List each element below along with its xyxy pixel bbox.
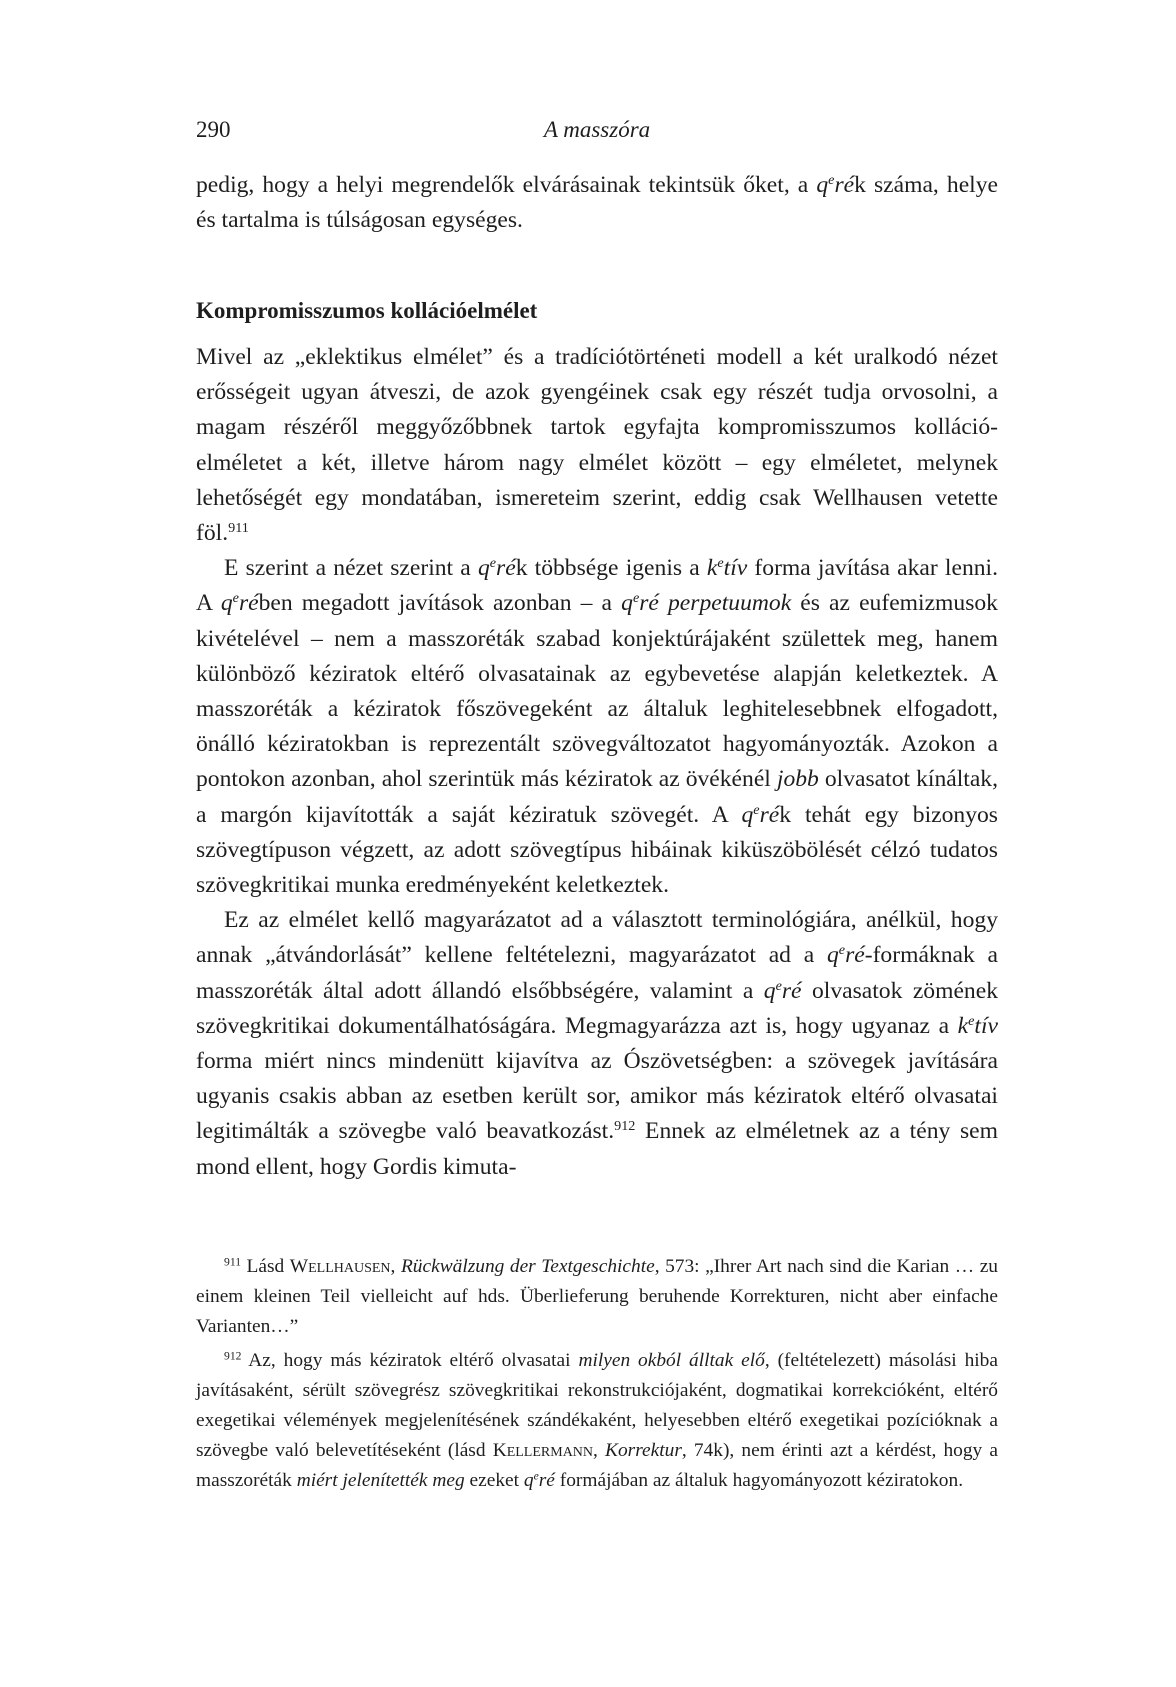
section-heading: Kompromisszumos kollációelmélet [196, 298, 538, 323]
qere-term: $q^eré$ [741, 801, 780, 828]
footnote-911: $^{911}$ Lásd Wellhausen, Rückwälzung der Textgeschichte, 573: „Ihrer Art nach sind die Karian … zu einem kleinen Teil vielleicht auf hds. Überlieferung beruhende Korrekturen, nicht aber einfache Varianten…” [196, 1255, 998, 1337]
qere-term: $q^eré$ [763, 977, 802, 1004]
footnote-ref-912[interactable]: 912 [614, 1118, 636, 1135]
footnotes [196, 1252, 998, 1500]
paragraph-1: Mivel az „eklektikus elmélet” és a tradíciótörténeti modell a két uralkodó nézet erősségeit ugyan átveszi, de azok gyengéinek csak egy részét tudja orvosolni, a magam részéről meggyőzőbbnek tartok egyfajta kompromisszumos kolláció-elméletet a két, illetve három nagy elmélet között – egy elméletet, melynek lehetőségét egy mondatában, ismereteim szerint, eddig csak Wellhausen vetette föl.$^{911}$ [196, 344, 998, 547]
footnote-number: 912 [224, 1349, 242, 1363]
running-head [196, 117, 998, 147]
qere-term: $q^eré$ [816, 172, 855, 198]
qere-perpetuum-term: $q^eré$ perpetuumok [621, 590, 792, 617]
emphasis-jobb: jobb [776, 766, 819, 793]
running-title: A masszóra [543, 117, 651, 142]
ketiv-term: $k^etív$ [706, 555, 748, 582]
section-body [196, 340, 998, 1185]
author-name: Kellermann [492, 1440, 594, 1461]
qere-term: $q^eré$ [220, 590, 259, 617]
page-number: 290 [196, 117, 231, 142]
qere-term: $q^eré$ [523, 1469, 555, 1491]
paragraph-3: Ez az elmélet kellő magyarázatot ad a választott terminológiára, anélkül, hogy annak „átvándorlását” kellene feltételezni, magyarázatot ad a $q^eré$-formáknak a masszoréták által adott állandó elsőbbségére, valamint a $q^eré$ olvasatok zömének szövegkritikai dokumentálhatóságára. Megmagyarázza azt is, hogy ugyanaz a $k^etív$ forma miért nincs mindenütt kijavítva az Ószövetségben: a szövegek javítására ugyanis csakis abban az esetben került sor, amikor más kéziratok eltérő olvasatai legitimálták a szövegbe való beavatkozást.$^{912}$ Ennek az elméletnek az a tény sem mond ellent, hogy Gordis kimuta- [196, 907, 998, 1180]
author-name: Wellhausen [289, 1256, 391, 1277]
qere-term: $q^eré$ [826, 942, 865, 969]
paragraph-2: E szerint a nézet szerint a $q^erék$ többsége igenis a $k^etív$ forma javítása akar lenni. A $q^erében$ megadott javítások azonban – a $q^eré$ perpetuumok és az eufemizmusok kivételével – nem a masszoréták szabad konjektúrájaként születtek meg, hanem különböző kéziratok eltérő olvasatainak az egybevetése alapján keletkeztek. A masszoréták a kéziratok főszövegeként az általuk leghitelesebbnek elfogadott, önálló kéziratokban is reprezentált szövegváltozatot hagyományozták. Azokon a pontokon azonban, ahol szerintük más kéziratok az övékénél jobb olvasatot kínáltak, a margón kijavították a saját kéziratuk szövegét. A $q^erék$ tehát egy bizonyos szövegtípuson végzett, az adott szövegtípus hibáinak kiküszöbölését célzó tudatos szövegkritikai munka eredményeként keletkeztek. [196, 555, 999, 899]
footnote-ref-911[interactable]: 911 [228, 520, 249, 537]
qere-term: $q^eré$ [477, 555, 516, 582]
intro-paragraph: pedig, hogy a helyi megrendelők elvárásainak tekintsük őket, a $q^erék$ száma, helye és tartalma is túlságosan egységes. [196, 172, 998, 234]
intro-text [196, 168, 998, 238]
footnote-number: 911 [224, 1255, 242, 1269]
footnote-912: $^{912}$ Az, hogy más kéziratok eltérő olvasatai milyen okból álltak elő, (feltételezett) másolási hiba javításaként, sérült szövegrész szövegkritikai rekonstrukciójaként, dogmatikai korrekcióként, eltérő exegetikai vélemények megjelenítésének szándékaként, helyesebben eltérő exegetikai pozícióknak a szövegbe való belevetítéseként (lásd Kellermann, Korrektur, 74k), nem érinti azt a kérdést, hogy a masszoréták miért jelenítették meg ezeket $q^eré$ formájában az általuk hagyományozott kéziratokon. [196, 1349, 998, 1491]
ketiv-term: $k^etív$ [957, 1012, 998, 1039]
work-title: Korrektur [605, 1440, 682, 1461]
work-title: Rückwälzung der Textgeschichte [400, 1256, 655, 1277]
